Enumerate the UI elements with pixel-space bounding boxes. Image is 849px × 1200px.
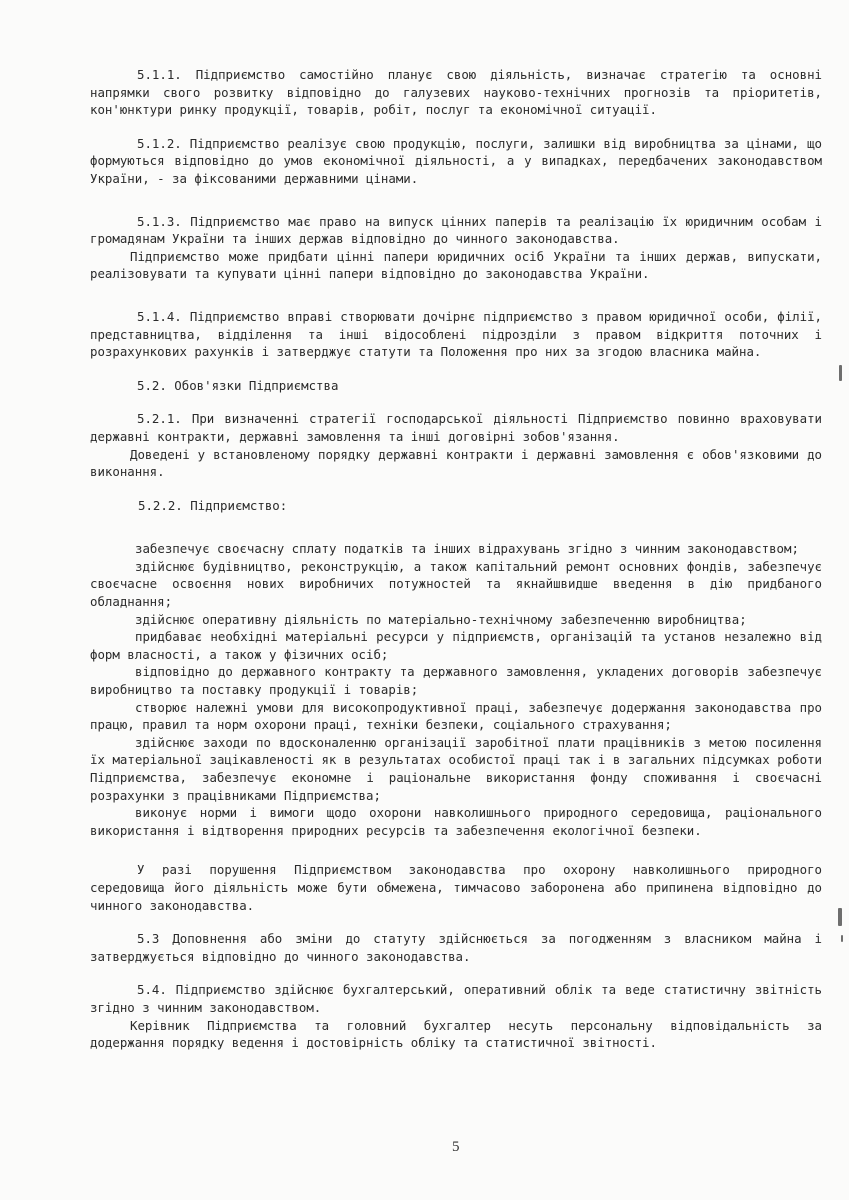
section-title-5-2: 5.2. Обов'язки Підприємства (137, 377, 339, 393)
paragraph-5-1-1: 5.1.1. Підприємство самостійно планує свою діяльність, визначає стратегію та основні напрямки свого розвитку відповідно до галузевих науково-технічних прогнозів та пріоритетів, кон'юнктури ринку продукції, товарів, робіт, послуг та економічної ситуації. (90, 67, 822, 118)
document-body (90, 66, 822, 1052)
paragraph-5-3: 5.3 Доповнення або зміни до статуту здійснюється за погодженням з власником майна і затверджується відповідно до чинного законодавства. (90, 931, 822, 964)
duty-item: здійснює будівництво, реконструкцію, а також капітальний ремонт основних фондів, забезпечує своєчасне освоєння нових виробничих потужностей та якнайшвидше введення в дію придбаного обладнання; (90, 558, 822, 610)
scan-edge-mark (838, 908, 842, 926)
duty-item: забезпечує своєчасну сплату податків та інших відрахувань згідно з чинним законодавством; (135, 541, 799, 557)
paragraph-environment-violation: У разі порушення Підприємством законодавства про охорону навколишнього природного середовища його діяльність може бути обмежена, тимчасово заборонена або припинена відповідно до чинного законодавства. (90, 862, 822, 913)
paragraph-5-4: 5.4. Підприємство здійснює бухгалтерський, оперативний облік та веде статистичну звітність згідно з чинним законодавством. (90, 982, 822, 1015)
duty-item: здійснює оперативну діяльність по матеріально-технічному забезпеченню виробництва; (135, 611, 747, 627)
paragraph-securities: Підприємство може придбати цінні папери юридичних осіб України та інших держав, випускати, реалізовувати та купувати цінні папери відповідно до законодавства України. (90, 248, 822, 282)
duties-list (90, 540, 822, 839)
duty-item: створює належні умови для високопродуктивної праці, забезпечує додержання законодавства про працю, правил та норм охорони праці, техніки безпеки, соціального страхування; (90, 699, 822, 733)
paragraph-5-1-4: 5.1.4. Підприємство вправі створювати дочірнє підприємство з правом юридичної особи, філії, представництва, відділення та інші відособлені підрозділи з правом відкриття поточних і розрахункових рахунків і затверджує статути та Положення про них за згодою власника майна. (90, 308, 822, 360)
paragraph-responsibility: Керівник Підприємства та головний бухгалтер несуть персональну відповідальність за додержання порядку ведення і достовірність обліку та статистичної звітності. (90, 1017, 822, 1051)
scan-edge-mark (841, 935, 843, 942)
paragraph-5-1-2: 5.1.2. Підприємство реалізує свою продукцію, послуги, залишки від виробництва за цінами, що формуються відповідно до умов економічної діяльності, а у випадках, передбачених законодавством України, - за фіксованими державними цінами. (90, 135, 822, 186)
paragraph-5-2-1: 5.2.1. При визначенні стратегії господарської діяльності Підприємство повинно враховувати державні контракти, державні замовлення та інші договірні зобов'язання. (90, 411, 822, 444)
duty-item: придбаває необхідні матеріальні ресурси у підприємств, організацій та установ незалежно від форм власності, а також у фізичних осіб; (90, 629, 822, 662)
paragraph-contracts-mandatory: Доведені у встановленому порядку державні контракти і державні замовлення є обов'язковими до виконання. (90, 446, 822, 480)
duty-item: відповідно до державного контракту та державного замовлення, укладених договорів забезпечує виробництво та поставку продукції і товарів; (90, 664, 822, 698)
paragraph-5-1-3: 5.1.3. Підприємство має право на випуск цінних паперів та реалізацію їх юридичним особам і громадянам України та інших держав відповідно до чинного законодавства. (90, 213, 822, 247)
duty-item: здійснює заходи по вдосконаленню організації заробітної плати працівників з метою посилення їх матеріальної зацікавленості як в результатах особистої праці так і в загальних підсумках роботи Підприємства, забезпечує економне і раціональне використання фонду споживання і своєчасні розрахунки з працівниками Підприємства; (90, 734, 822, 803)
scan-edge-mark (839, 365, 842, 381)
subheading-5-2-2: 5.2.2. Підприємство: (138, 497, 288, 513)
page-number: 5 (452, 1139, 460, 1155)
duty-item: виконує норми і вимоги щодо охорони навколишнього природного середовища, раціонального використання і відтворення природних ресурсів та забезпечення екологічної безпеки. (90, 805, 822, 838)
